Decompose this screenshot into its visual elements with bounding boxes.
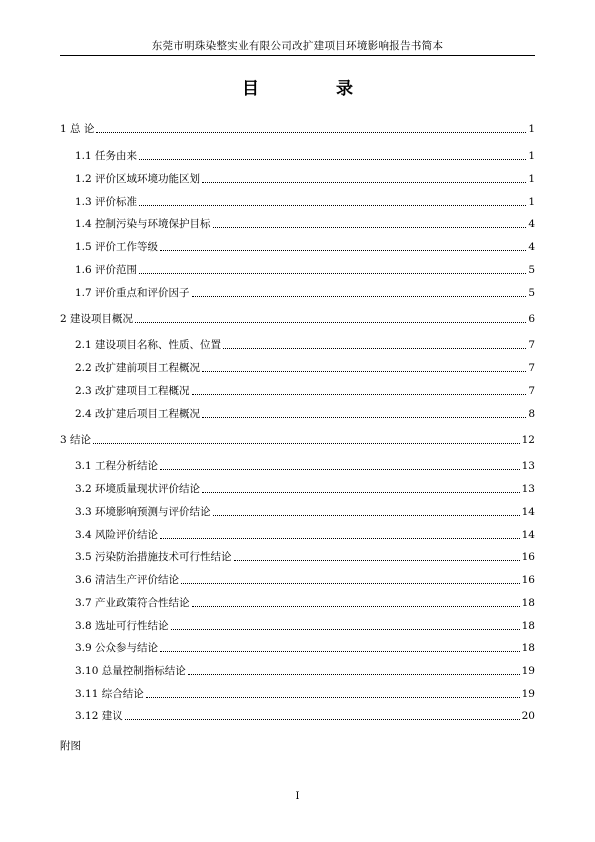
toc-dot-leader: [96, 131, 526, 133]
toc-dot-leader: [125, 718, 520, 720]
toc-entry[interactable]: [60, 312, 535, 326]
toc-entry-page: 19: [521, 688, 535, 700]
toc-entry-page: 5: [528, 264, 535, 276]
toc-dot-leader: [223, 347, 526, 349]
toc-dot-leader: [139, 272, 526, 274]
toc-entry[interactable]: [75, 338, 535, 352]
toc-entry-label: 3.12 建议: [75, 710, 123, 722]
toc-entry-page: 18: [521, 597, 535, 609]
toc-entry-page: 13: [521, 460, 535, 472]
toc-entry[interactable]: [75, 641, 535, 655]
toc-entry[interactable]: [75, 573, 535, 587]
toc-dot-leader: [213, 226, 527, 228]
toc-entry-label: 2.2 改扩建前项目工程概况: [75, 362, 201, 374]
toc-entry[interactable]: [75, 240, 535, 254]
toc-dot-leader: [160, 468, 520, 470]
toc-entry-page: 7: [528, 385, 535, 397]
toc-entry-page: 12: [521, 434, 535, 446]
toc-dot-leader: [139, 204, 526, 206]
toc-entry-page: 5: [528, 287, 535, 299]
toc-entry-page: 18: [521, 620, 535, 632]
toc-dot-leader: [188, 673, 520, 675]
toc-dot-leader: [234, 559, 520, 561]
toc-entry-label: 3.6 清洁生产评价结论: [75, 574, 180, 586]
toc-entry-label: 3.8 选址可行性结论: [75, 620, 169, 632]
toc-dot-leader: [202, 181, 526, 183]
toc-entry-label: 1.5 评价工作等级: [75, 241, 159, 253]
toc-entry[interactable]: [60, 433, 535, 447]
toc-entry[interactable]: [75, 263, 535, 277]
toc-entry-page: 20: [521, 710, 535, 722]
toc-dot-leader: [202, 491, 520, 493]
toc-entry[interactable]: [75, 361, 535, 375]
toc-entry-label: 3.5 污染防治措施技术可行性结论: [75, 551, 232, 563]
toc-entry[interactable]: [75, 217, 535, 231]
toc-entry-label: 2 建设项目概况: [60, 313, 134, 325]
toc-entry-label: 1.3 评价标准: [75, 196, 138, 208]
toc-entry[interactable]: [75, 149, 535, 163]
toc-dot-leader: [181, 582, 520, 584]
toc-entry-label: 3.4 风险评价结论: [75, 529, 159, 541]
toc-entry-page: 7: [528, 362, 535, 374]
toc-entry[interactable]: [75, 528, 535, 542]
appendix-label: 附图: [60, 740, 81, 752]
toc-dot-leader: [160, 650, 520, 652]
toc-entry-page: 7: [528, 339, 535, 351]
toc-entry[interactable]: [75, 482, 535, 496]
toc-entry-page: 14: [521, 506, 535, 518]
toc-dot-leader: [192, 295, 527, 297]
toc-entry-label: 2.4 改扩建后项目工程概况: [75, 408, 201, 420]
toc-entry-label: 1.6 评价范围: [75, 264, 138, 276]
toc-entry-label: 1 总 论: [60, 123, 95, 135]
toc-dot-leader: [139, 158, 526, 160]
toc-entry-label: 2.1 建设项目名称、性质、位置: [75, 339, 222, 351]
toc-entry[interactable]: [75, 172, 535, 186]
toc-entry[interactable]: [75, 384, 535, 398]
toc-dot-leader: [202, 370, 526, 372]
toc-entry[interactable]: [75, 664, 535, 678]
toc-entry[interactable]: [75, 505, 535, 519]
toc-entry[interactable]: [75, 195, 535, 209]
page-number: I: [295, 791, 300, 802]
toc-entry-page: 18: [521, 642, 535, 654]
toc-entry-label: 3.10 总量控制指标结论: [75, 665, 186, 677]
toc-dot-leader: [192, 393, 527, 395]
toc-entry[interactable]: [60, 122, 535, 136]
toc-entry-page: 16: [521, 574, 535, 586]
toc-entry-page: 1: [528, 123, 535, 135]
toc-dot-leader: [160, 249, 526, 251]
toc-entry-label: 3.2 环境质量现状评价结论: [75, 483, 201, 495]
toc-entry-label: 3.1 工程分析结论: [75, 460, 159, 472]
toc-entry-page: 14: [521, 529, 535, 541]
toc-entry-page: 1: [528, 150, 535, 162]
toc-entry-label: 3.11 综合结论: [75, 688, 144, 700]
toc-entry-page: 19: [521, 665, 535, 677]
toc-entry[interactable]: [75, 709, 535, 723]
toc-entry-label: 1.1 任务由来: [75, 150, 138, 162]
page-title: 目 录: [242, 79, 383, 99]
toc-entry-page: 1: [528, 173, 535, 185]
toc-entry[interactable]: [75, 286, 535, 300]
toc-dot-leader: [160, 537, 520, 539]
toc-entry-label: 3 结论: [60, 434, 92, 446]
toc-entry-label: 3.3 环境影响预测与评价结论: [75, 506, 211, 518]
toc-entry[interactable]: [75, 407, 535, 421]
toc-entry[interactable]: [75, 687, 535, 701]
toc-entry-label: 3.7 产业政策符合性结论: [75, 597, 190, 609]
header-title: 东莞市明珠染整实业有限公司改扩建项目环境影响报告书简本: [151, 40, 444, 52]
toc-dot-leader: [135, 321, 526, 323]
toc-dot-leader: [171, 628, 520, 630]
toc-entry-page: 8: [528, 408, 535, 420]
toc-entry-label: 1.7 评价重点和评价因子: [75, 287, 190, 299]
toc-dot-leader: [192, 605, 520, 607]
toc-entry-page: 4: [528, 218, 535, 230]
toc-entry-page: 6: [528, 313, 535, 325]
toc-entry[interactable]: [75, 619, 535, 633]
toc-dot-leader: [146, 696, 520, 698]
toc-entry-label: 1.4 控制污染与环境保护目标: [75, 218, 211, 230]
toc-entry[interactable]: [75, 550, 535, 564]
toc-entry-label: 2.3 改扩建项目工程概况: [75, 385, 190, 397]
toc-entry-page: 13: [521, 483, 535, 495]
toc-dot-leader: [202, 416, 526, 418]
toc-entry-page: 1: [528, 196, 535, 208]
toc-entry[interactable]: [75, 459, 535, 473]
toc-entry-page: 4: [528, 241, 535, 253]
toc-dot-leader: [93, 442, 520, 444]
toc-dot-leader: [213, 514, 520, 516]
toc-entry-label: 3.9 公众参与结论: [75, 642, 159, 654]
toc-entry-page: 16: [521, 551, 535, 563]
toc-entry[interactable]: [75, 596, 535, 610]
toc-entry-label: 1.2 评价区域环境功能区划: [75, 173, 201, 185]
